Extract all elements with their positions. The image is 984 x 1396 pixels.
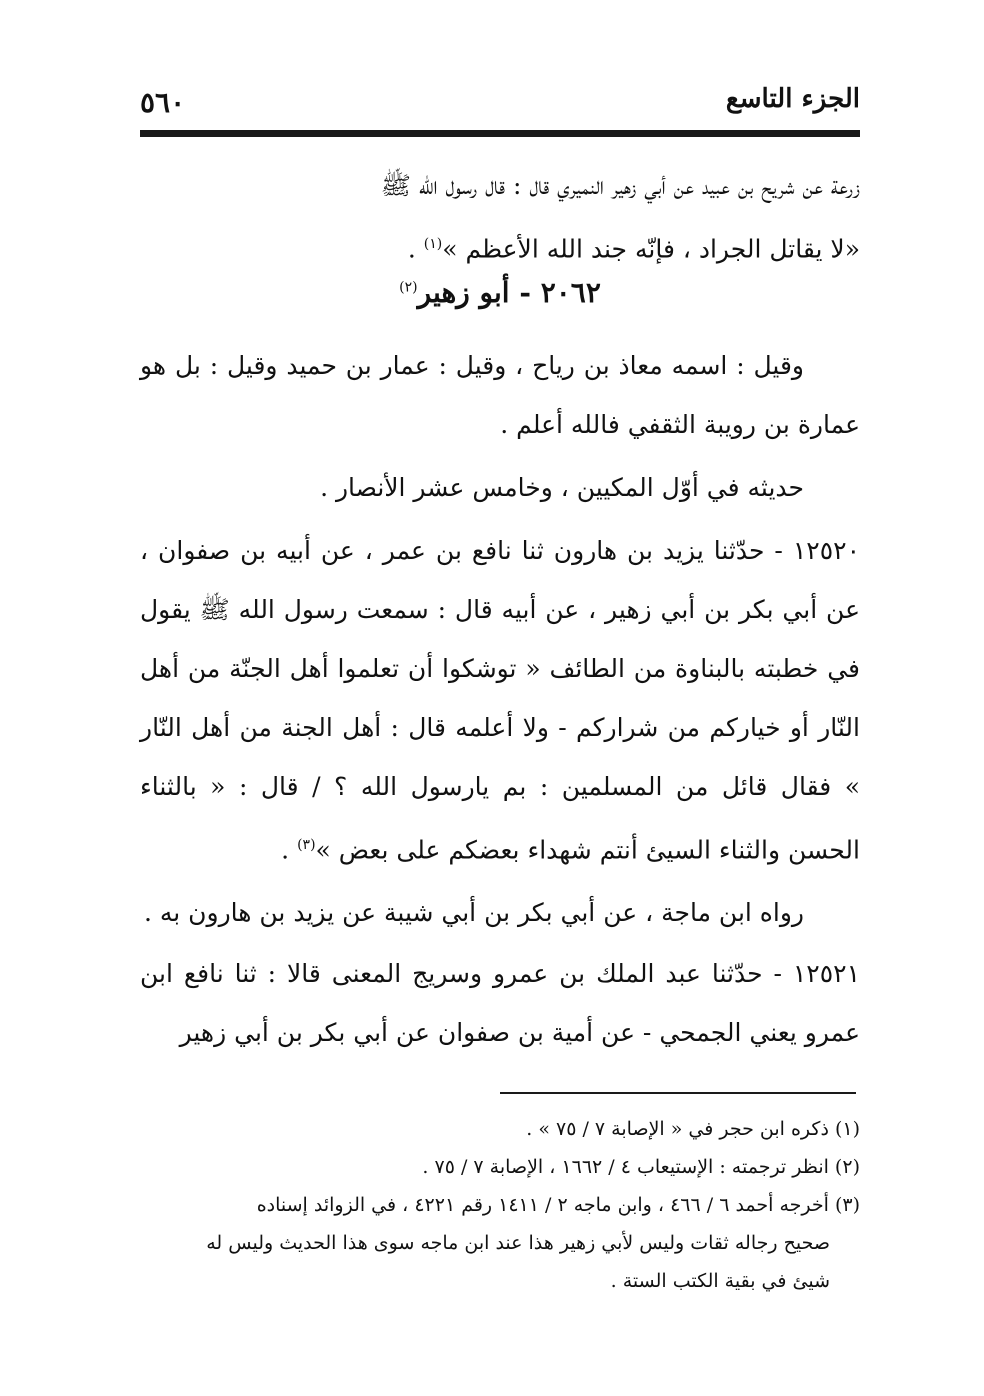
entry-heading [140, 276, 860, 309]
hadith-12520-text: ١٢٥٢٠ - حدّثنا يزيد بن هارون ثنا نافع بن عمر ، عن أبيه بن صفوان ، عن أبي بكر بن أبي زهير ، عن أبيه قال : سمعت رسول الله ﷺ يقول في خطبته بالبناوة من الطائف « توشكوا أن تعلموا أهل الجنّة من أهل النّار أو خياركم من شراركم - ولا أعلمه قال : أهل الجنة من أهل النّار » فقال قائل من المسلمين : بم يارسول الله ؟ / قال : « بالثناء الحسن والثناء السيئ أنتم شهداء بعضكم على بعض » [140, 536, 860, 865]
footnote-3-continued-2: شيئ في بقية الكتب الستة . [610, 1270, 830, 1292]
intro-quote: «لا يقاتل الجراد ، فإنّه جند الله الأعظم » [442, 234, 860, 264]
intro-text [140, 156, 860, 278]
page-header [140, 80, 860, 126]
paragraph-hadith-12520 [140, 521, 860, 879]
entry-number-title: ٢٠٦٢ - أبو زهير [417, 276, 601, 309]
footnote-ref-1: (١) [423, 236, 443, 252]
footnote-1: (١) ذكره ابن حجر في « الإصابة ٧ / ٧٥ » . [526, 1118, 860, 1140]
footnote-2: (٢) انظر ترجمته : الإستيعاب ٤ / ١٦٦٢ ، الإصابة ٧ / ٧٥ . [422, 1156, 860, 1178]
page-number: ٥٦٠ [140, 86, 186, 119]
footnote-rule [500, 1092, 856, 1094]
hadith-12520-end: . [281, 835, 298, 865]
header-rule [140, 130, 860, 137]
main-text [140, 336, 860, 1062]
paragraph-names: وقيل : اسمه معاذ بن رياح ، وقيل : عمار بن حميد وقيل : بل هو عمارة بن رويبة الثقفي فالله أعلم . [140, 351, 860, 439]
footnotes [140, 1110, 860, 1300]
paragraph-ibn-majah: رواه ابن ماجة ، عن أبي بكر بن أبي شيبة عن يزيد بن هارون به . [143, 898, 804, 928]
footnote-3-continued-1: صحيح رجاله ثقات وليس لأبي زهير هذا عند ابن ماجه سوى هذا الحديث وليس له [206, 1232, 830, 1254]
footnote-ref-2: (٢) [399, 279, 418, 296]
intro-line-2 [140, 215, 860, 278]
footnote-ref-3: (٣) [297, 837, 316, 853]
paragraph-hadith-12521: ١٢٥٢١ - حدّثنا عبد الملك بن عمرو وسريج المعنى قالا : ثنا نافع ابن عمرو يعني الجمحي - عن أمية بن صفوان عن أبي بكر بن أبي زهير [140, 959, 860, 1048]
intro-line-1: زرعة عن شريح بن عبيد عن أبي زهير النميري قال : قال رسول الله ﷺ [380, 171, 860, 200]
running-title: الجزء التاسع [725, 84, 860, 114]
intro-line-2-end: . [407, 234, 424, 264]
paragraph-hadith-location: حديثه في أوّل المكيين ، وخامس عشر الأنصار . [320, 473, 804, 502]
footnote-3: (٣) أخرجه أحمد ٦ / ٤٦٦ ، وابن ماجه ٢ / ١٤١١ رقم ٤٢٢١ ، في الزوائد إسناده [256, 1194, 860, 1216]
